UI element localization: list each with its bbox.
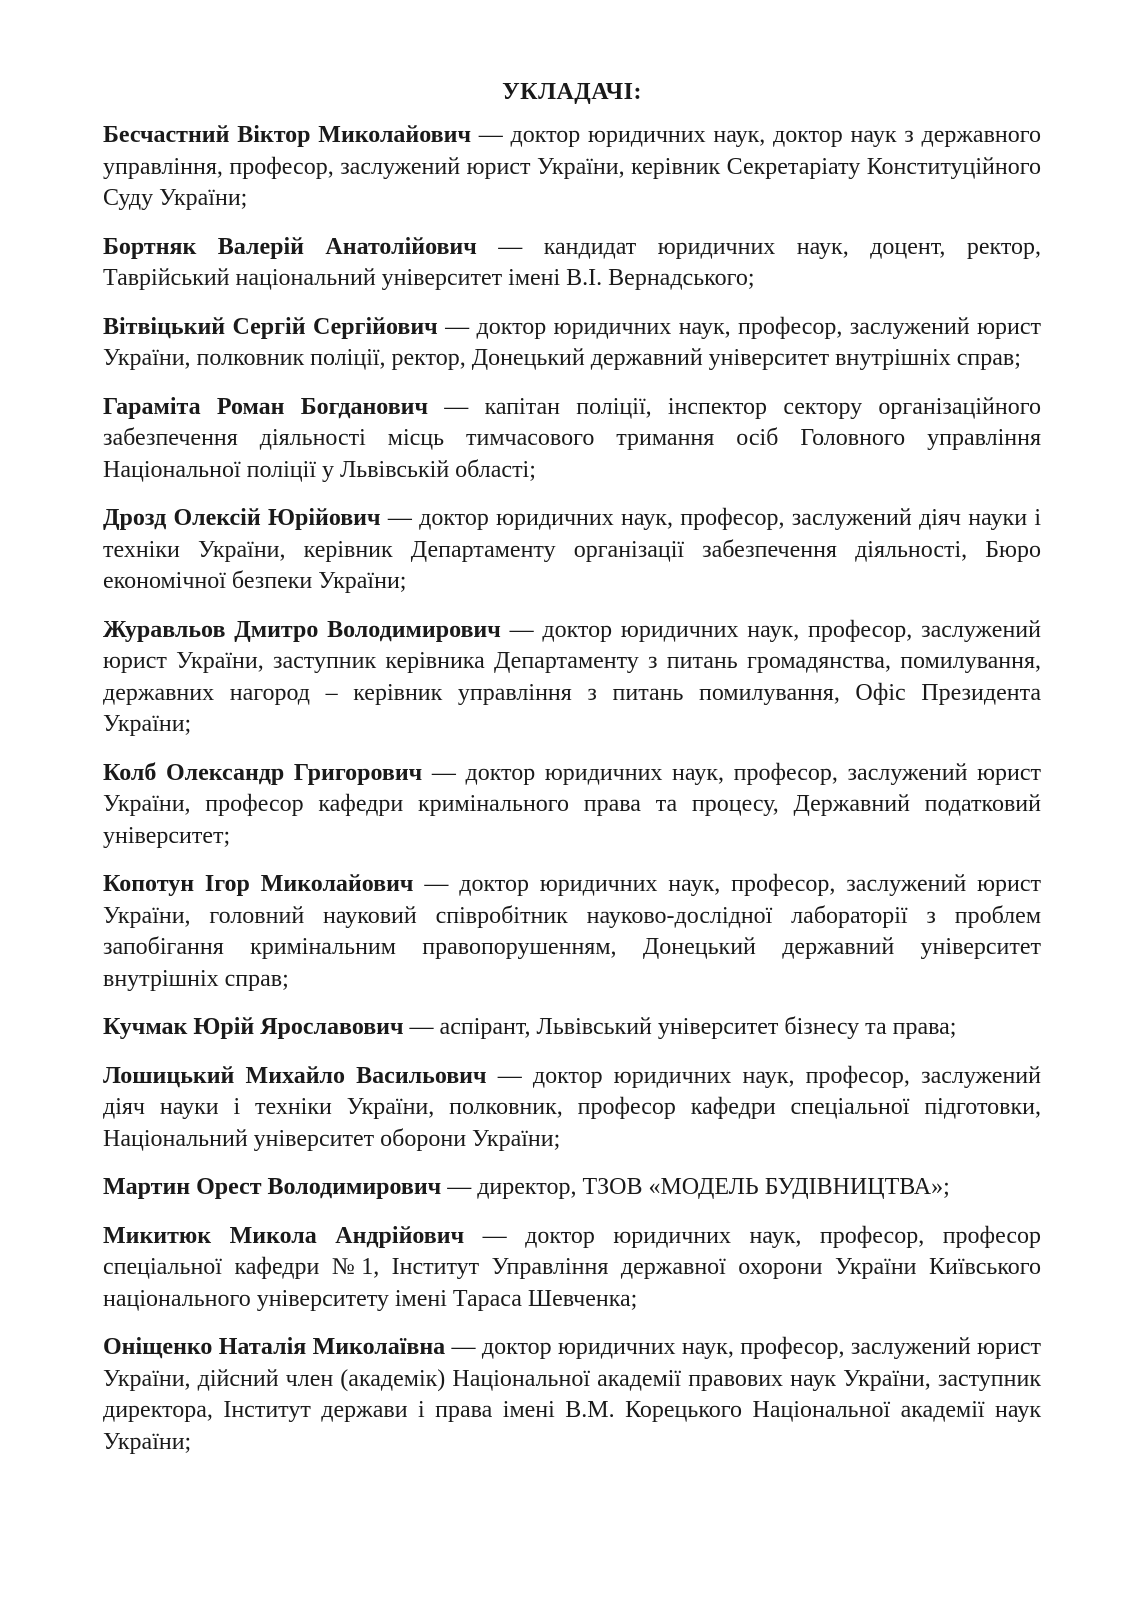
compiler-name: Журавльов Дмитро Володимирович <box>103 616 501 643</box>
compiler-description: — доктор юридичних наук, професор, заслужений юрист України, заступник керівника Департаменту з питань громадянства, помилування, державних нагород – керівник управління з питань помилування, Офіс Президента України; <box>103 616 1041 737</box>
compiler-description: — доктор юридичних наук, професор, заслужений діяч науки і техніки України, керівник Департаменту організації забезпечення діяльності, Бюро економічної безпеки України; <box>103 505 1041 594</box>
compiler-description: — доктор юридичних наук, професор, заслужений юрист України, професор кафедри кримінального права та процесу, Державний податковий університет; <box>103 759 1041 849</box>
compiler-name: Оніщенко Наталія Миколаївна <box>103 1334 446 1360</box>
compiler-name: Бесчастний Віктор Миколайович <box>103 122 471 148</box>
compilers-list <box>103 120 1041 1475</box>
compiler-entry <box>103 1172 1041 1204</box>
compiler-name: Гараміта Роман Богданович <box>103 393 429 420</box>
compiler-name: Мартин Орест Володимирович <box>103 1174 442 1200</box>
compiler-name: Дрозд Олексій Юрійович <box>103 505 381 531</box>
compiler-name: Бортняк Валерій Анатолійович <box>103 233 477 260</box>
compiler-name: Колб Олександр Григорович <box>103 759 423 786</box>
document-page <box>103 0 1041 1615</box>
compiler-entry <box>103 1061 1041 1156</box>
compiler-entry <box>103 1221 1041 1316</box>
compiler-entry <box>103 869 1041 995</box>
compiler-description: — доктор юридичних наук, професор, заслужений юрист України, головний науковий співробітник науково-дослідної лабораторії з проблем запобігання кримінальним правопорушенням, Донецький державний університет внутрішніх справ; <box>103 871 1041 992</box>
compiler-entry <box>103 615 1041 741</box>
compiler-description: — аспірант, Львівський університет бізнесу та права; <box>403 1014 957 1040</box>
compiler-entry <box>103 392 1041 487</box>
compiler-description: — кандидат юридичних наук, доцент, ректор, Таврійський національний університет імені В.І. Вернадського; <box>103 233 1041 291</box>
compiler-entry <box>103 1012 1041 1044</box>
compiler-name: Кучмак Юрій Ярославович <box>103 1014 404 1040</box>
compiler-description: — доктор юридичних наук, професор, заслужений діяч науки і техніки України, полковник, професор кафедри спеціальної підготовки, Національний університет оборони України; <box>103 1062 1041 1152</box>
page-title: УКЛАДАЧІ: <box>502 79 642 105</box>
compiler-description: — капітан поліції, інспектор сектору організаційного забезпечення діяльності місць тимчасового тримання осіб Головного управління Національної поліції у Львівській області; <box>103 393 1041 483</box>
compiler-entry <box>103 232 1041 295</box>
compiler-description: — доктор юридичних наук, професор, професор спеціальної кафедри №1, Інститут Управління державної охорони України Київського національного університету імені Тараса Шевченка; <box>103 1222 1042 1312</box>
compiler-entry <box>103 120 1041 215</box>
compiler-name: Вітвіцький Сергій Сергійович <box>103 313 438 340</box>
compiler-entry <box>103 503 1041 598</box>
compiler-entry <box>103 312 1041 375</box>
compiler-entry <box>103 758 1041 853</box>
compiler-name: Лошицький Михайло Васильович <box>103 1062 487 1089</box>
compiler-description: — доктор юридичних наук, професор, заслужений юрист України, дійсний член (академік) Національної академії правових наук України, заступник директора, Інститут держави і права імені В.М. Корецького Національної академії наук України; <box>103 1334 1041 1455</box>
compiler-entry <box>103 1332 1041 1458</box>
compiler-description: — директор, ТЗОВ «МОДЕЛЬ БУДІВНИЦТВА»; <box>441 1174 950 1200</box>
compiler-name: Микитюк Микола Андрійович <box>103 1222 465 1249</box>
compiler-description: — доктор юридичних наук, професор, заслужений юрист України, полковник поліції, ректор, Донецький державний університет внутрішніх справ; <box>103 313 1041 371</box>
compiler-name: Копотун Ігор Миколайович <box>103 871 414 897</box>
compiler-description: — доктор юридичних наук, доктор наук з державного управління, професор, заслужений юрист України, керівник Секретаріату Конституційного Суду України; <box>103 122 1042 211</box>
